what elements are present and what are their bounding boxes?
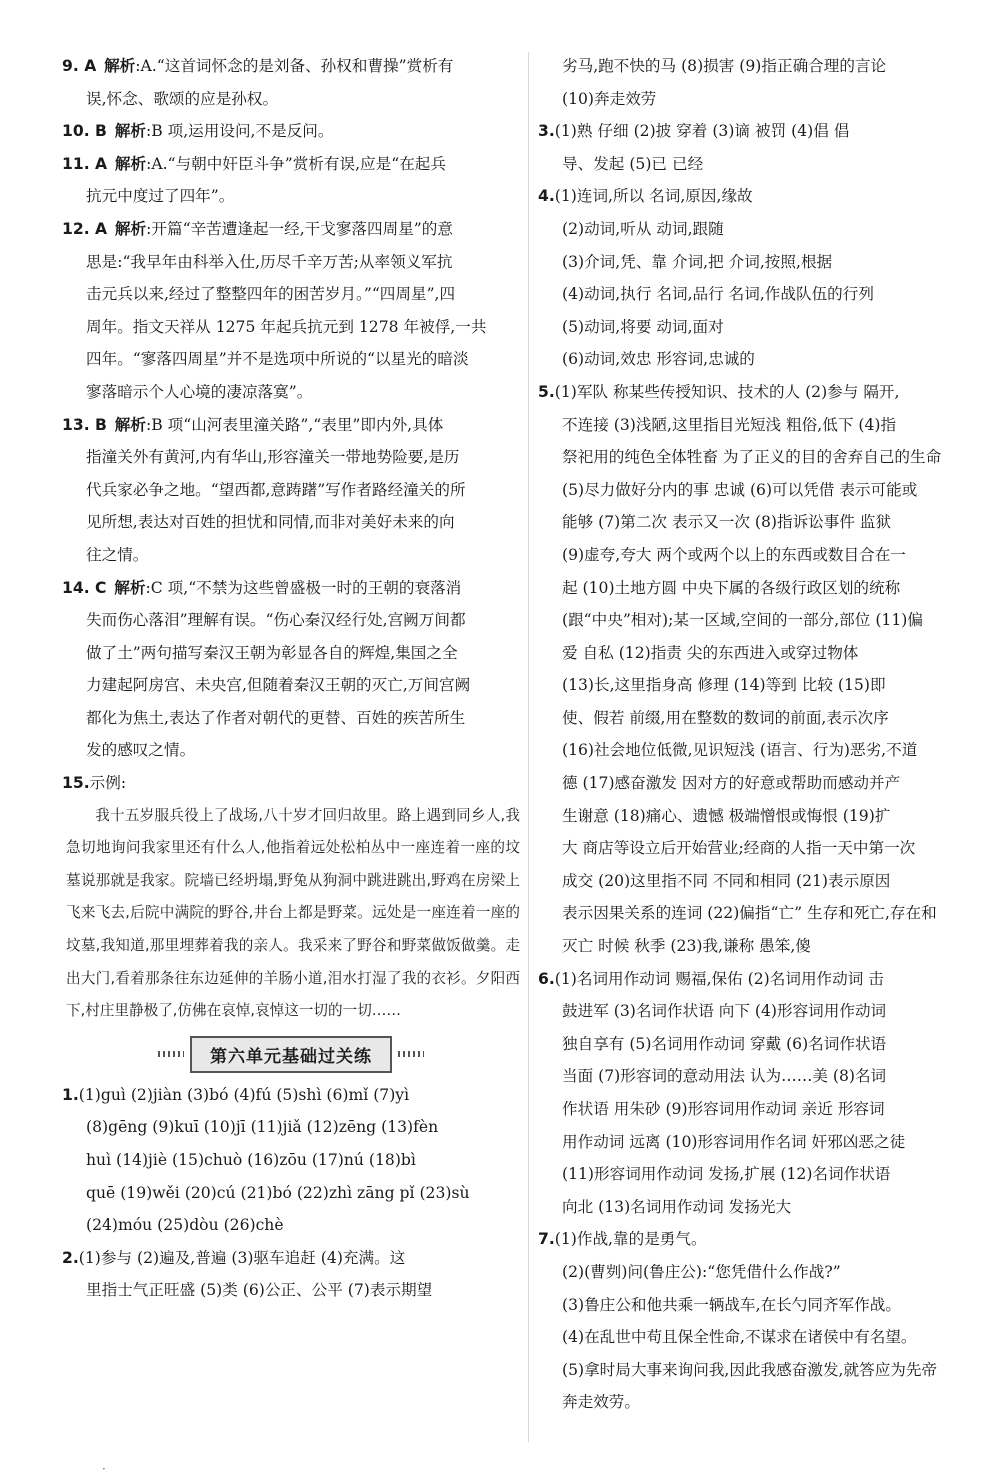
answer-item-15 [62,767,520,800]
answer-text: (4)在乱世中苟且保全性命,不谋求在诸侯中有名望。 [562,1328,917,1347]
answer-text: 寥落暗示个人心境的凄凉落寞”。 [86,382,313,401]
answer-line [538,865,988,898]
answer-item-continuation [62,539,520,572]
answer-text: 当面 (7)形容词的意动用法 认为……美 (8)名词 [562,1067,887,1086]
answer-line [538,702,988,735]
answer-text: 力建起阿房宫、未央宫,但随着秦汉王朝的灭亡,万间宫阙 [86,676,471,695]
answer-text: 思是:“我早年由科举入仕,历尽千辛万苦;从率领义军抗 [86,252,453,271]
answer-line [538,1158,988,1191]
answer-text: :开篇“辛苦遭逢起一经,干戈寥落四周星”的意 [146,219,453,238]
answer-item-5 [538,376,988,963]
answer-text: (5)拿时局大事来询问我,因此我感奋激发,就答应为先帝 [562,1360,938,1379]
answer-text: 使、假若 前缀,用在整数的数词的前面,表示次序 [562,708,889,727]
answer-item-6 [538,963,988,1224]
answer-line [538,1321,988,1354]
answer-text: (1)熟 仔细 (2)披 穿着 (3)谪 被罚 (4)倡 倡 [554,122,850,141]
answer-text: 周年。指文天祥从 1275 年起兵抗元到 1278 年被俘,一共 [86,317,487,336]
answer-text: quē (19)wěi (20)cú (21)bó (22)zhì zāng pǐ (23)sù [86,1183,470,1202]
answer-line [538,278,988,311]
answer-text: (3)介词,凭、靠 介词,把 介词,按照,根据 [562,252,833,271]
answer-line [538,1256,988,1289]
question-number: 1. [62,1085,79,1104]
analysis-label: 解析 [104,57,136,75]
question-number: 3. [538,122,555,141]
answer-text: (跟“中央”相对);某一区域,空间的一部分,部位 (11)偏 [562,611,923,630]
question-number: 12. A [62,219,108,238]
answer-text: 指潼关外有黄河,内有华山,形容潼关一带地势险要,是历 [86,448,460,467]
answer-text: (3)鲁庄公和他共乘一辆战车,在长勺同齐军作战。 [562,1295,901,1314]
answer-line [538,1028,988,1061]
answer-item-continuation [62,604,520,637]
answer-text: 起 (10)土地方圆 中央下属的各级行政区划的统称 [562,578,901,597]
answer-text: 奔走效劳。 [562,1393,640,1412]
answer-line [538,83,988,116]
answer-line [538,995,988,1028]
question-number: 9. A [62,57,97,75]
answer-line [538,572,988,605]
analysis-label: 解析 [114,122,146,141]
answer-item-2 [62,1242,520,1307]
answer-item-continuation [62,343,520,376]
answer-item-continuation [62,83,520,116]
page-mark: · [102,1462,106,1476]
answer-text: (11)形容词用作动词 发扬,扩展 (12)名词作状语 [562,1165,891,1184]
answer-text: (5)动词,将要 动词,面对 [562,317,724,336]
answer-text: (13)长,这里指身高 修理 (14)等到 比较 (15)即 [562,676,886,695]
answer-line [538,1093,988,1126]
answer-text: 做了土”两句描写秦汉王朝为彰显各自的辉煌,集国之全 [86,643,458,662]
answer-text: 独自享有 (5)名词用作动词 穿戴 (6)名词作状语 [562,1034,887,1053]
answer-text: (6)动词,效忠 形容词,忠诚的 [562,350,755,369]
answer-item-line [62,409,520,442]
answer-text: 德 (17)感奋激发 因对方的好意或帮助而感动并产 [562,774,901,793]
answer-line [538,409,988,442]
answer-line [538,767,988,800]
question-number: 4. [538,187,555,206]
answer-text: (2)动词,听从 动词,跟随 [562,219,724,238]
analysis-label: 解析 [114,578,146,597]
question-number: 11. A [62,154,108,173]
answer-text: 爱 自私 (12)指责 尖的东西进入或穿过物体 [562,643,859,662]
answer-line [538,539,988,572]
answer-item-line [62,213,520,246]
answer-item-line [62,148,520,181]
answer-item-continuation [62,637,520,670]
answer-line [538,180,988,213]
answer-line [538,1223,988,1256]
answer-text: 生谢意 (18)痛心、遗憾 极端憎恨或悔恨 (19)扩 [562,806,891,825]
answer-item-4 [538,180,988,376]
answer-line [62,1079,520,1112]
answer-text: 能够 (7)第二次 表示又一次 (8)指诉讼事件 监狱 [562,513,892,532]
answer-item-2-continued [538,50,988,115]
answer-text: 失而伤心落泪”理解有误。“伤心秦汉经行处,宫阙万间都 [86,611,466,630]
answer-line [62,1111,520,1144]
answer-line [538,246,988,279]
answer-text: 向北 (13)名词用作动词 发扬光大 [562,1197,792,1216]
answer-line [538,1060,988,1093]
example-label: 示例: [89,774,127,793]
answer-line [538,1191,988,1224]
answer-item-continuation [62,474,520,507]
answer-line [538,832,988,865]
answer-line [538,441,988,474]
analysis-label: 解析 [114,154,147,173]
answer-item-continuation [62,702,520,735]
answer-item-continuation [62,669,520,702]
section-header [62,1036,520,1073]
analysis-label: 解析 [114,219,147,238]
answer-item-line [62,572,520,605]
column-divider [528,52,529,1442]
answer-text: 祭祀用的纯色全体牲畜 为了正义的目的舍弃自己的生命 [562,448,942,467]
answer-line [538,148,988,181]
answer-line [538,115,988,148]
answer-line [538,343,988,376]
answer-text: 都化为焦土,表达了作者对朝代的更替、百姓的疾苦所生 [86,708,466,727]
answer-text: 击元兵以来,经过了整整四年的困苦岁月。”“四周星”,四 [86,285,456,304]
answer-text: (1)guì (2)jiàn (3)bó (4)fú (5)shì (6)mǐ (7)yì [78,1085,410,1104]
answer-item-continuation [62,376,520,409]
answer-line [62,1144,520,1177]
answer-line [62,1177,520,1210]
answer-line [538,963,988,996]
answer-text: 误,怀念、歌颂的应是孙权。 [86,89,279,108]
answer-line [538,213,988,246]
answer-item-1 [62,1079,520,1242]
answer-text: (24)móu (25)dòu (26)chè [86,1216,284,1235]
answer-text: 往之情。 [86,545,149,564]
answer-line [538,506,988,539]
answer-item-continuation [62,246,520,279]
answer-line [538,376,988,409]
answer-text: 不连接 (3)浅陋,这里指目光短浅 粗俗,低下 (4)指 [562,415,897,434]
question-number: 14. C [62,578,107,597]
question-number: 6. [538,969,555,988]
answer-text: (1)名词用作动词 赐福,保佑 (2)名词用作动词 击 [554,969,884,988]
question-number: 5. [538,382,555,401]
answer-text: (1)参与 (2)遍及,普遍 (3)驱车追赶 (4)充满。这 [78,1248,406,1267]
answer-line [538,311,988,344]
right-column [538,50,988,1419]
answer-line [538,1354,988,1387]
answer-text: 见所想,表达对百姓的担忧和同情,而非对美好未来的向 [86,513,455,532]
question-number: 10. B [62,122,107,141]
answer-text: (5)尽力做好分内的事 忠诚 (6)可以凭借 表示可能或 [562,480,918,499]
question-number: 15. [62,774,90,793]
answer-item-continuation [62,311,520,344]
answer-text: :C 项,“不禁为这些曾盛极一时的王朝的衰落消 [145,578,462,597]
answer-item-continuation [62,506,520,539]
section-title: 第六单元基础过关练 [190,1036,392,1073]
answer-line [538,1386,988,1419]
answer-text: (2)(曹刿)问(鲁庄公):“您凭借什么作战?” [562,1262,841,1281]
answer-line [538,1289,988,1322]
answer-line [538,930,988,963]
answer-text: 表示因果关系的连词 (22)偏指“亡” 生存和死亡,存在和 [562,904,937,923]
answer-text: 成交 (20)这里指不同 不同和相同 (21)表示原因 [562,871,891,890]
answer-text: 灭亡 时候 秋季 (23)我,谦称 愚笨,傻 [562,937,811,956]
answer-item-line [62,50,520,83]
answer-list-left [62,50,520,767]
question-number: 2. [62,1248,79,1267]
answer-text: huì (14)jiè (15)chuò (16)zōu (17)nú (18)bì [86,1151,416,1169]
answer-text: :B 项,运用设问,不是反问。 [145,122,334,141]
answer-text: 抗元中度过了四年”。 [86,187,235,206]
answer-text: (8)gēng (9)kuī (10)jī (11)jiǎ (12)zēng (13)fèn [86,1118,439,1137]
answer-item-continuation [62,734,520,767]
answer-text: 四年。“寥落四周星”并不是选项中所说的“以星光的暗淡 [86,350,469,369]
answer-line [62,1274,520,1307]
answer-text: 导、发起 (5)已 已经 [562,154,704,173]
answer-text: (4)动词,执行 名词,品行 名词,作战队伍的行列 [562,285,874,304]
answer-text: 代兵家必争之地。“望西都,意踌躇”写作者路经潼关的所 [86,480,466,499]
answer-item-continuation [62,441,520,474]
answer-text: (1)作战,靠的是勇气。 [554,1230,707,1249]
answer-text: 劣马,跑不快的马 (8)损害 (9)指正确合理的言论 [562,57,887,75]
answer-text: 大 商店等设立后开始营业;经商的人指一天中第一次 [562,839,916,858]
answer-text: :A.“这首词怀念的是刘备、孙权和曹操”赏析有 [135,57,454,75]
answer-line [62,1209,520,1242]
answer-line [538,669,988,702]
analysis-label: 解析 [114,415,146,434]
answer-line [538,1126,988,1159]
example-essay: 我十五岁服兵役上了战场,八十岁才回归故里。路上遇到同乡人,我急切地询问我家里还有什么人,他指着远处松柏丛中一座连着一座的坟墓说那就是我家。院墙已经坍塌,野兔从狗洞中跳进跳出,野鸡在房梁上飞来飞去,后院中满院的野谷,井台上都是野菜。远处是一座连着一座的坟墓,我知道,那里埋葬着我的亲人。我采来了野谷和野菜做饭做羹。走出大门,看着那条往东边延伸的羊肠小道,泪水打湿了我的衣衫。夕阳西下,村庄里静极了,仿佛在哀悼,哀悼这一切的一切…… [66,806,520,1020]
answer-text: (9)虚夸,夸大 两个或两个以上的东西或数目合在一 [562,545,906,564]
answer-item-line [62,115,520,148]
answer-item-continuation [62,278,520,311]
answer-text: (16)社会地位低微,见识短浅 (语言、行为)恶劣,不道 [562,741,918,760]
answer-line [538,50,988,83]
left-column [62,50,520,1307]
question-number: 13. B [62,415,107,434]
answer-text: 用作动词 远离 (10)形容词用作名词 奸邪凶恶之徒 [562,1132,906,1151]
answer-text: 里指士气正旺盛 (5)类 (6)公正、公平 (7)表示期望 [86,1281,433,1300]
answer-text: 发的感叹之情。 [86,741,196,760]
answer-item-continuation [62,180,520,213]
answer-item-3 [538,115,988,180]
answer-text: :B 项“山河表里潼关路”,“表里”即内外,具体 [145,415,444,434]
answer-line [538,734,988,767]
answer-text: 作状语 用朱砂 (9)形容词用作动词 亲近 形容词 [562,1100,885,1118]
answer-line [538,637,988,670]
answer-text: (1)连词,所以 名词,原因,缘故 [554,187,753,206]
answer-text: :A.“与朝中奸臣斗争”赏析有误,应是“在起兵 [146,154,446,173]
answer-text: 鼓进军 (3)名词作状语 向下 (4)形容词用作动词 [562,1002,887,1021]
question-number: 7. [538,1230,555,1249]
answer-line [62,1242,520,1275]
answer-line [538,800,988,833]
answer-text: (1)军队 称某些传授知识、技术的人 (2)参与 隔开, [554,382,900,401]
answer-text: (10)奔走效劳 [562,89,657,108]
answer-line [538,897,988,930]
answer-line [538,474,988,507]
answer-line [538,604,988,637]
answer-item-7 [538,1223,988,1419]
